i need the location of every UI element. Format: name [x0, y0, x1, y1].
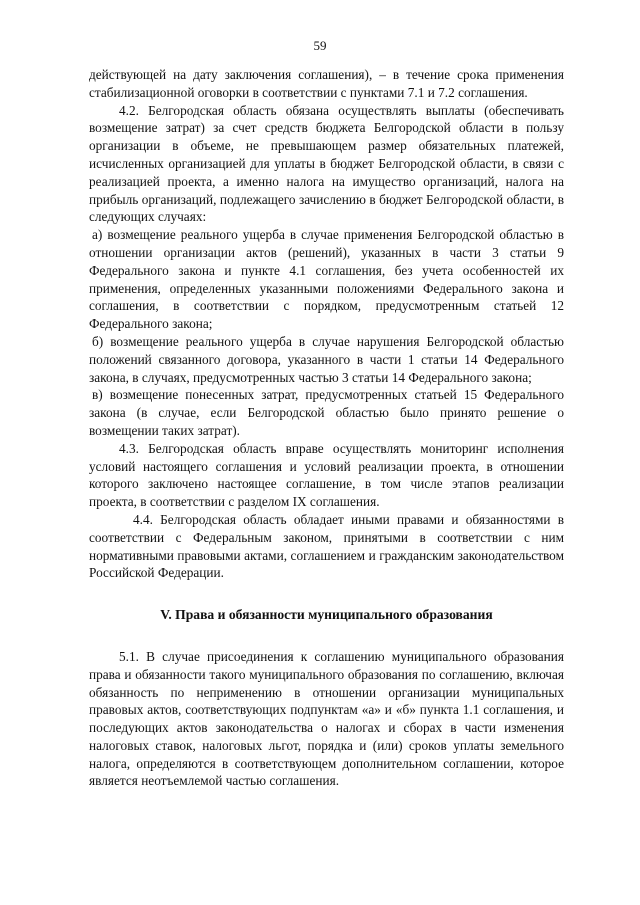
section-heading: V. Права и обязанности муниципального образования [160, 607, 493, 623]
paragraph-4-4: 4.4. Белгородская область обладает иными правами и обязанностями в соответствии с Федеральным законом, принятыми в соответствии с ним нормативными правовыми актами, соглашением и гражданским законодательством Российской Федерации. [89, 511, 564, 581]
paragraph-5-1: 5.1. В случае присоединения к соглашению муниципального образования права и обязанности такого муниципального образования по соглашению, включая обязанность по неприменению в отношении организации муниципальных правовых актов, соответствующих подпунктам «а» и «б» пункта 1.1 соглашения, и последующих актов законодательства о налогах и сборах в части изменения налоговых ставок, налоговых льгот, порядка и (или) сроков уплаты земельного налога, определяются в соответствующем дополнительном соглашении, которое является неотъемлемой частью соглашения. [89, 648, 564, 789]
paragraph-4-3: 4.3. Белгородская область вправе осуществлять мониторинг исполнения условий настоящего соглашения и условий реализации проекта, в отношении которого заключено настоящее соглашение, в том числе этапов реализации проекта, в соответствии с разделом IX соглашения. [89, 440, 564, 510]
page-number: 59 [313, 38, 327, 53]
subparagraph-b: б) возмещение реального ущерба в случае нарушения Белгородской областью положений связанного договора, указанного в части 1 статьи 14 Федерального закона, в случаях, предусмотренных частью 3 статьи 14 Федерального закона; [89, 333, 564, 385]
subparagraph-a: а) возмещение реального ущерба в случае применения Белгородской областью в отношении организации актов (решений), указанных в части 3 статьи 9 Федерального закона и пункте 4.1 соглашения, без учета особенностей их применения, определенных указанными положениями Федерального закона и соглашения, в соответствии с порядком, предусмотренным статьей 12 Федерального закона; [89, 227, 564, 332]
document-body [89, 66, 564, 790]
paragraph-continuation: действующей на дату заключения соглашения), – в течение срока применения стабилизационной оговорки в соответствии с пунктами 7.1 и 7.2 соглашения. [89, 67, 564, 100]
paragraph-4-2: 4.2. Белгородская область обязана осуществлять выплаты (обеспечивать возмещение затрат) за счет средств бюджета Белгородской области в пользу организации в объеме, не превышающем размер обязательных платежей, исчисленных организацией для уплаты в бюджет Белгородской области, в связи с реализацией проекта, а именно налога на имущество организаций, налога на прибыль организаций, подлежащего зачислению в бюджет Белгородской области, в следующих случаях: [89, 102, 564, 225]
subparagraph-v: в) возмещение понесенных затрат, предусмотренных статьей 15 Федерального закона (в случае, если Белгородской областью было принято решение о возмещении таких затрат). [89, 387, 564, 438]
